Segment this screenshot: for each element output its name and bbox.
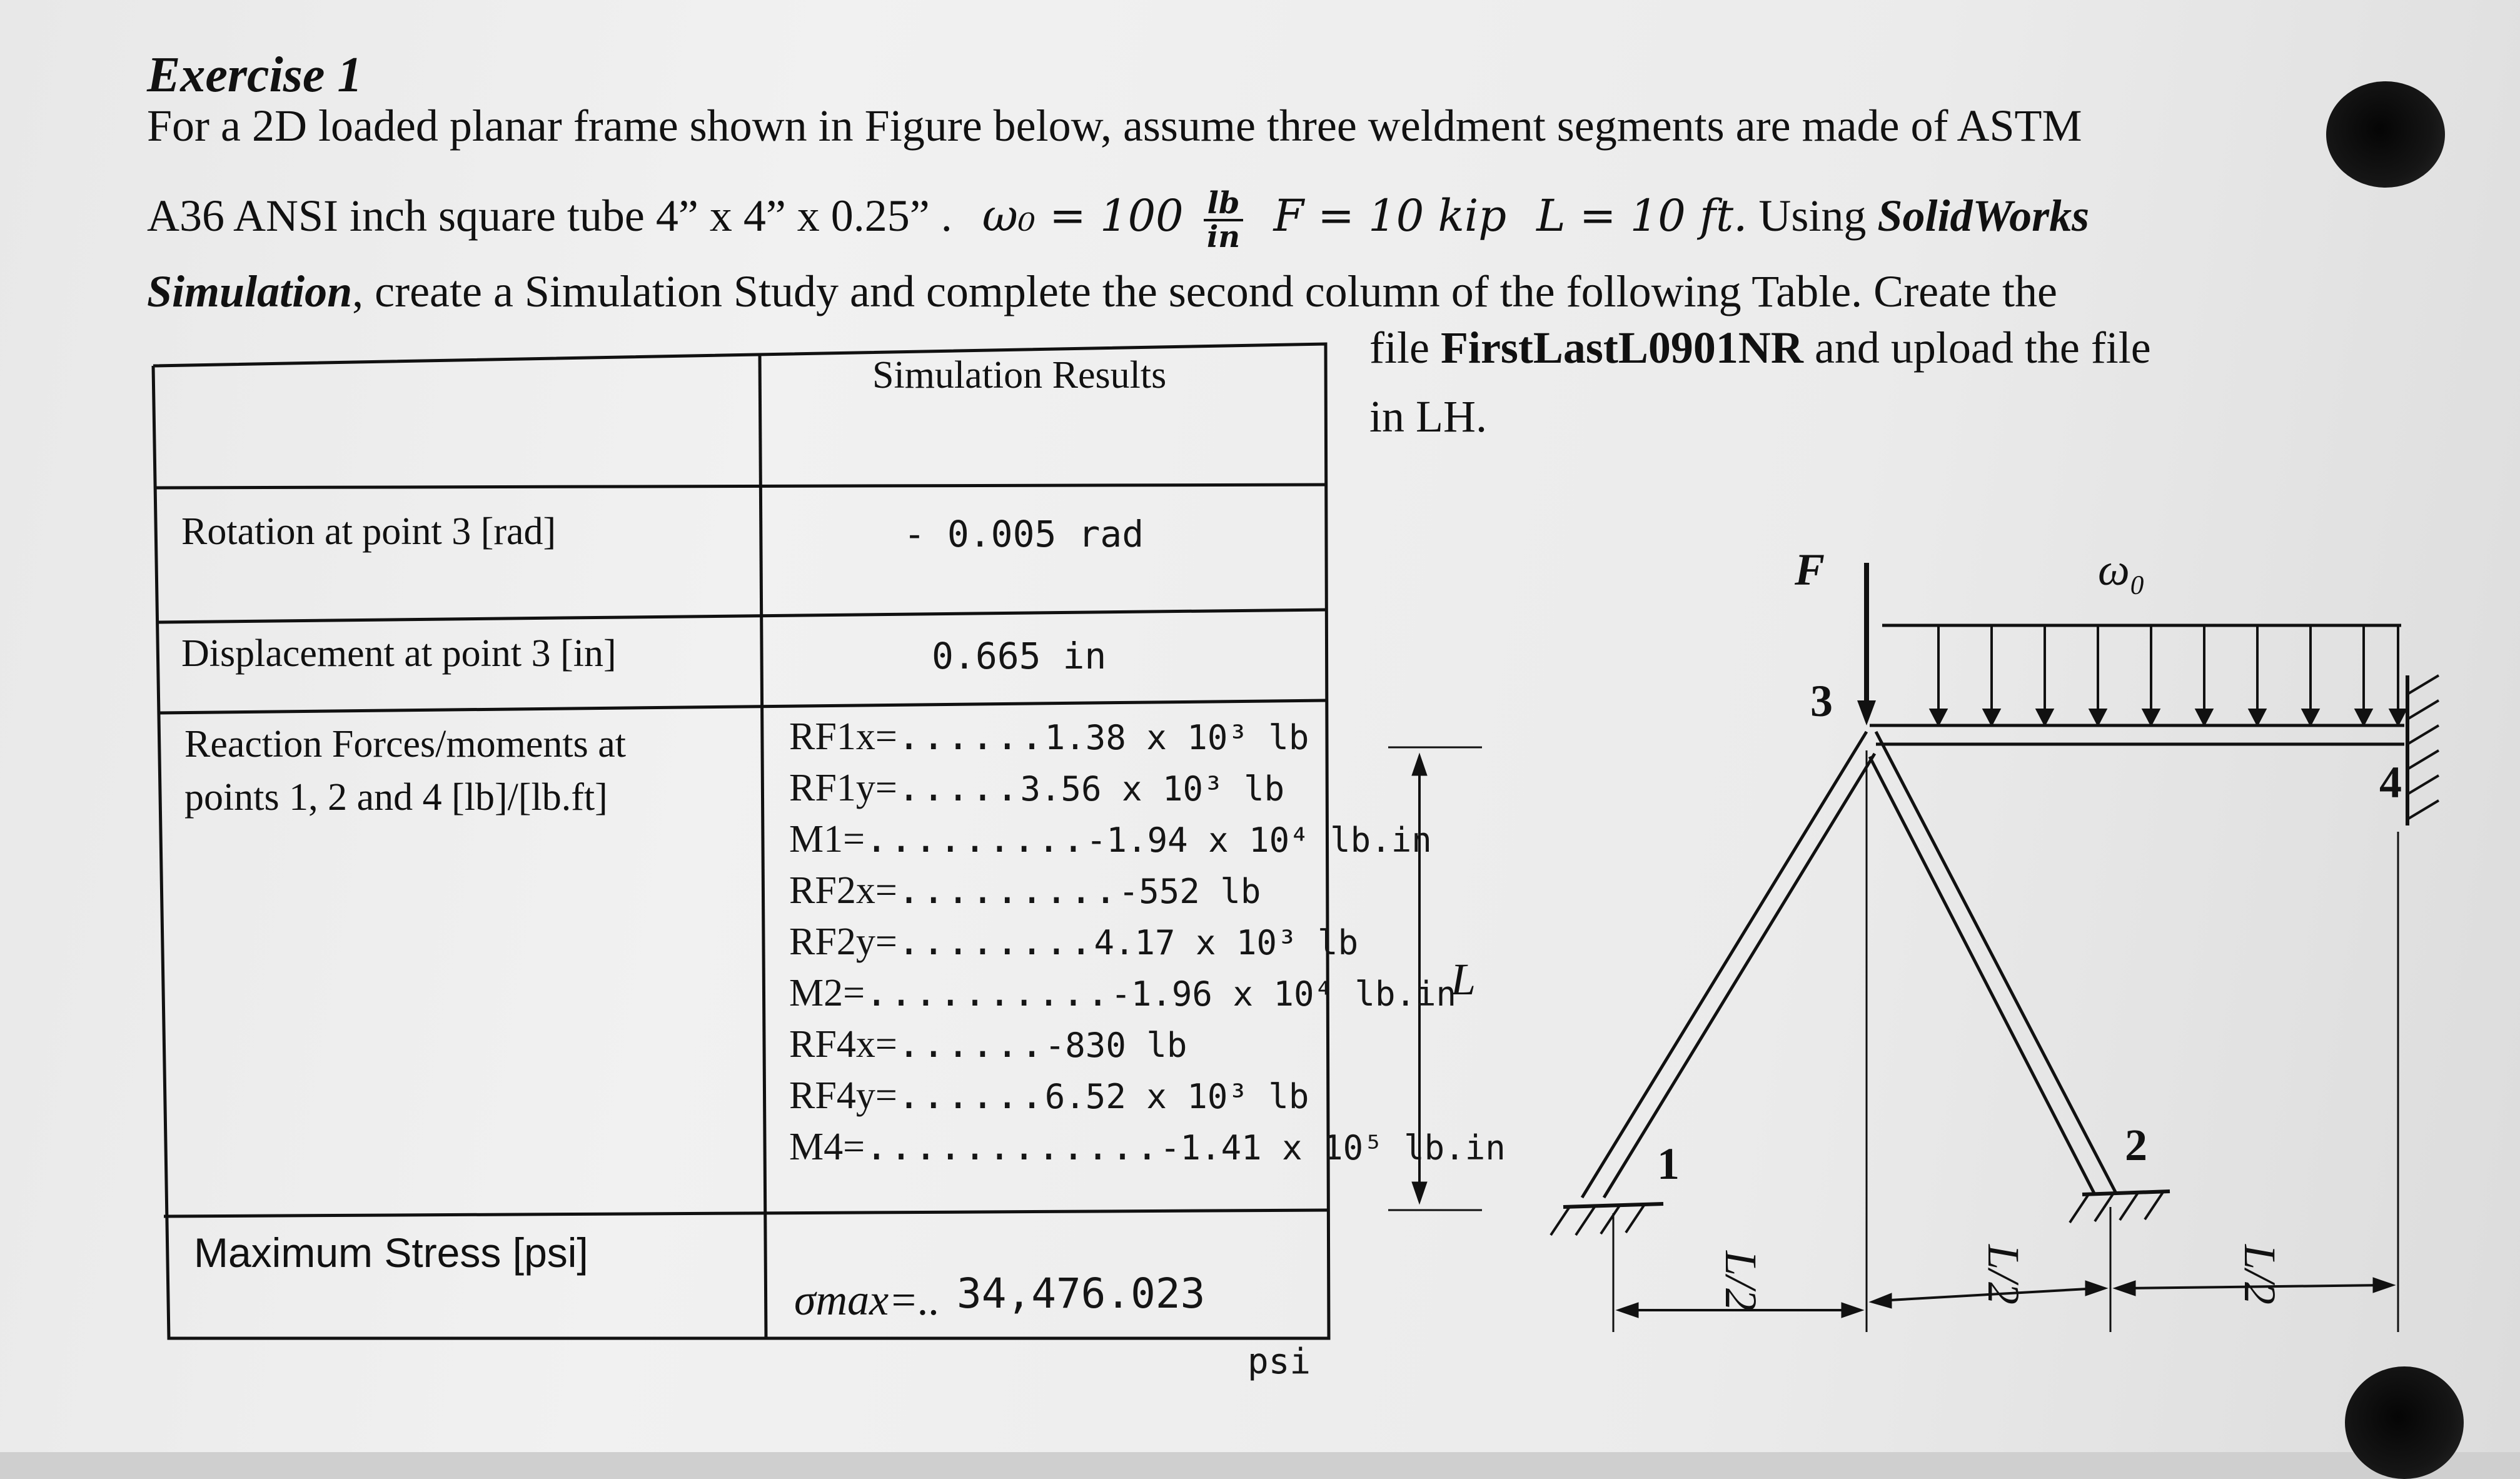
reaction-key: RF4x= (789, 1023, 897, 1066)
reaction-key: RF2x= (789, 869, 897, 912)
span-label-3: L/2 (2235, 1244, 2285, 1305)
row-label-max-stress: Maximum Stress [psi] (194, 1229, 588, 1276)
reaction-value: -1.96 x 10⁴ lb.in (1111, 974, 1457, 1014)
file-name: FirstLastL0901NR (1440, 323, 1803, 373)
reaction-value: 3.56 x 10³ lb (1020, 769, 1285, 809)
reaction-value: -830 lb (1044, 1026, 1187, 1065)
omega-unit: $\frac{lb}{in}$ (1204, 188, 1244, 253)
reaction-dots: ..... (897, 764, 1021, 810)
table-header-simulation-results: Simulation Results (872, 354, 1167, 396)
force-label: F (1795, 545, 1825, 595)
file-instruction-line: file FirstLastL0901NR and upload the file (1369, 323, 2151, 373)
omega-equation: ω₀ = 100 (982, 189, 1184, 241)
reaction-dots: .......... (865, 969, 1111, 1015)
reaction-row (789, 1072, 1309, 1118)
reaction-row (789, 764, 1284, 810)
answer-max-stress-unit: psi (1247, 1341, 1311, 1382)
load-label: ω₀ (2098, 545, 2145, 595)
reaction-value: -1.41 x 10⁵ lb.in (1160, 1128, 1506, 1168)
reaction-row (789, 1123, 1506, 1169)
length-equation: L = 10 ft. (1536, 189, 1748, 241)
material-spec: A36 ANSI inch square tube 4” x 4” x 0.25” . (147, 190, 952, 241)
reaction-row (789, 713, 1309, 759)
reaction-row (789, 867, 1261, 913)
exercise-title: Exercise 1 (147, 48, 363, 103)
reaction-value: 1.38 x 10³ lb (1044, 718, 1309, 757)
reaction-key: RF1y= (789, 767, 897, 809)
span-label-1: L/2 (1716, 1251, 1766, 1311)
reaction-dots: ...... (897, 1072, 1045, 1118)
reaction-row (789, 969, 1456, 1016)
row-label-reactions-b: points 1, 2 and 4 [lb]/[lb.ft] (184, 776, 608, 819)
problem-line-3-text: , create a Simulation Study and complete the second column of the following Table. Create the (352, 266, 2058, 316)
problem-line-1: For a 2D loaded planar frame shown in Figure below, assume three weldment segments are made of ASTM (147, 101, 2082, 151)
reaction-value: -1.94 x 10⁴ lb.in (1086, 820, 1432, 860)
using-word: Using (1758, 190, 1867, 241)
reaction-dots: ......... (865, 815, 1087, 861)
reaction-key: M2= (789, 972, 865, 1014)
span-label-2: L/2 (1978, 1244, 2029, 1305)
node-label-3: 3 (1810, 676, 1833, 726)
reaction-row (789, 918, 1358, 964)
reaction-key: M4= (789, 1126, 865, 1168)
simulation-text: Simulation (147, 266, 353, 316)
reaction-key: RF4y= (789, 1074, 897, 1117)
row-label-reactions-a: Reaction Forces/moments at (184, 723, 626, 765)
reaction-key: RF1x= (789, 715, 897, 758)
sigma-max-label: σmax=.. (794, 1276, 940, 1325)
row-label-displacement: Displacement at point 3 [in] (181, 632, 617, 675)
node-label-1: 1 (1657, 1139, 1680, 1189)
row-label-rotation: Rotation at point 3 [rad] (181, 510, 557, 553)
reaction-value: 6.52 x 10³ lb (1044, 1077, 1309, 1116)
reaction-key: M1= (789, 818, 865, 861)
force-equation: F = 10 kip (1273, 189, 1507, 241)
frame-figure (1388, 563, 2439, 1332)
upload-instruction-line: in LH. (1369, 391, 1487, 442)
answer-displacement: 0.665 in (932, 635, 1107, 677)
reaction-value: -552 lb (1118, 872, 1261, 911)
reaction-dots: ......... (897, 867, 1119, 912)
reaction-key: RF2y= (789, 921, 897, 963)
reaction-dots: ...... (897, 1021, 1045, 1066)
answer-rotation: - 0.005 rad (904, 513, 1144, 555)
reaction-row (789, 1021, 1187, 1067)
reaction-dots: ........ (897, 918, 1094, 964)
reaction-value: 4.17 x 10³ lb (1094, 923, 1359, 962)
reaction-dots: ............ (865, 1123, 1161, 1169)
height-label: L (1451, 954, 1476, 1004)
node-label-4: 4 (2379, 757, 2402, 807)
node-label-2: 2 (2125, 1120, 2147, 1170)
solidworks-text: SolidWorks (1877, 190, 2090, 241)
answer-max-stress: 34,476.023 (957, 1270, 1206, 1318)
reaction-row (789, 815, 1432, 862)
reaction-dots: ...... (897, 713, 1045, 759)
